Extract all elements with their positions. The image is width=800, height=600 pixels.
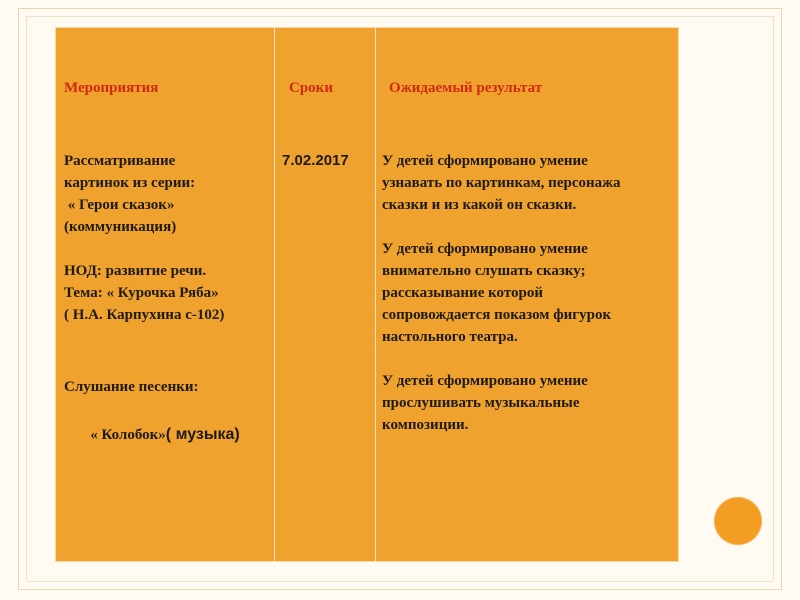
events-line: Рассматривание	[64, 153, 176, 169]
spacer	[64, 238, 269, 260]
result-line: У детей сформировано умение	[382, 241, 588, 257]
events-line: картинок из серии:	[64, 175, 196, 191]
events-line-music	[64, 402, 269, 468]
spacer	[64, 326, 269, 370]
events-cell	[64, 150, 269, 468]
events-line: Тема: « Курочка Ряба»	[64, 285, 219, 301]
result-line: настольного театра.	[382, 329, 518, 345]
result-line: внимательно слушать сказку;	[382, 263, 586, 279]
header-events: Мероприятия	[64, 80, 159, 96]
header-dates: Сроки	[289, 80, 333, 96]
spacer	[382, 216, 677, 238]
music-label: ( музыка)	[165, 426, 240, 443]
result-line: прослушивать музыкальные	[382, 395, 580, 411]
result-line: узнавать по картинкам, персонажа	[382, 175, 621, 191]
song-title: « Колобок»	[86, 427, 166, 443]
result-line: сказки и из какой он сказки.	[382, 197, 577, 213]
events-line: НОД: развитие речи.	[64, 263, 207, 279]
header-result: Ожидаемый результат	[389, 80, 543, 96]
spacer	[382, 348, 677, 370]
date-cell: 7.02.2017	[282, 152, 349, 169]
column-divider	[375, 28, 376, 561]
result-line: композиции.	[382, 417, 469, 433]
column-divider	[274, 28, 275, 561]
result-cell	[382, 150, 677, 436]
result-line: У детей сформировано умение	[382, 373, 588, 389]
result-line: рассказывание которой	[382, 285, 544, 301]
events-line: (коммуникация)	[64, 219, 177, 235]
events-line: Слушание песенки:	[64, 379, 199, 395]
result-line: У детей сформировано умение	[382, 153, 588, 169]
events-line: ( Н.А. Карпухина с-102)	[64, 307, 225, 323]
decorative-circle	[714, 497, 762, 545]
events-line: « Герои сказок»	[64, 197, 175, 213]
result-line: сопровождается показом фигурок	[382, 307, 612, 323]
plan-table	[55, 27, 679, 562]
